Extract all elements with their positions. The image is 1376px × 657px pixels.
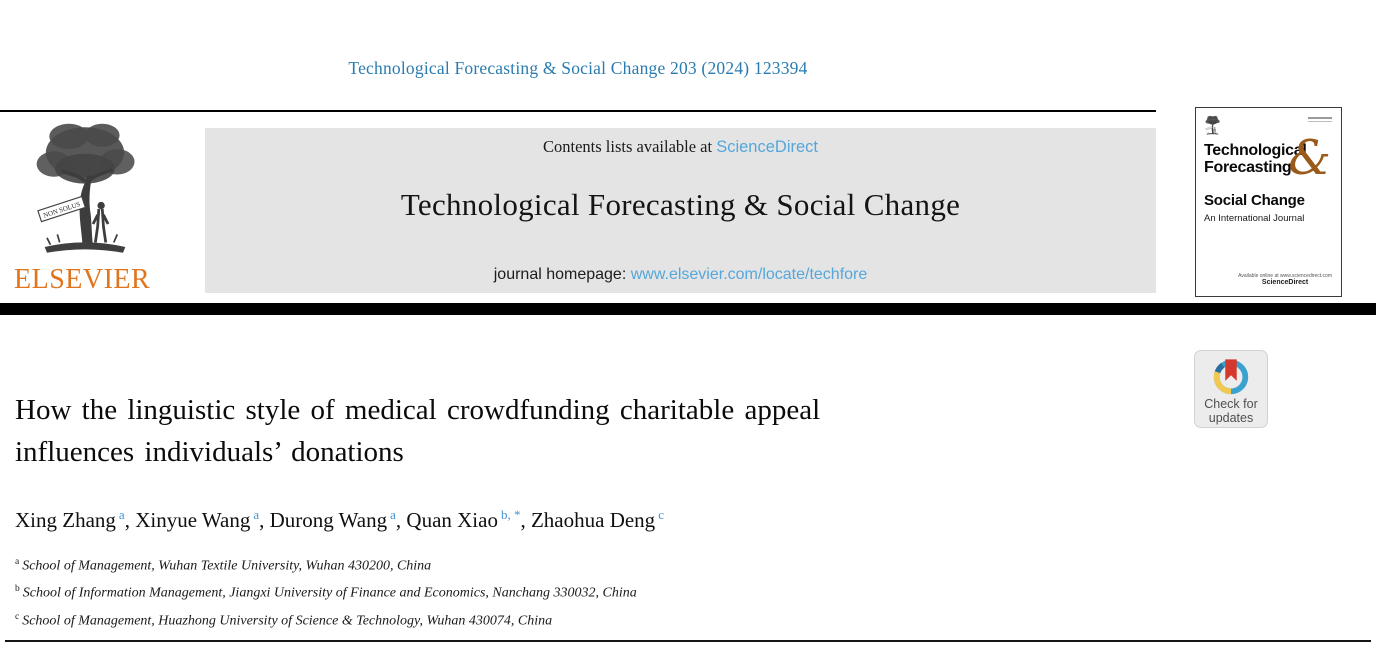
crossmark-icon [1210,356,1252,398]
elsevier-tree-icon [24,118,146,262]
author-name: Zhaohua Deng [530,508,656,532]
affiliation-sup: b [15,584,20,595]
author [15,508,135,532]
author [531,508,664,532]
contents-line [205,137,1156,157]
affiliation-row [15,551,1215,578]
cover-sciencedirect-brand: ScienceDirect [1261,279,1309,286]
article-citation-link[interactable]: Technological Forecasting & Social Change 203 (2024) 123394 [348,58,808,78]
article-title-line1: How the linguistic style of medical crowdfunding charitable appeal [15,394,821,426]
badge-text [1195,398,1267,425]
header-top-rule [0,110,1156,112]
cover-issn-marks [1308,117,1332,122]
author-affil-sup: a [253,507,260,522]
author-list [15,500,1115,535]
author [270,508,407,532]
author-separator: , [259,508,270,532]
masthead-bottom-bar [0,303,1376,315]
journal-masthead [205,128,1156,293]
cover-title-word2: Forecasting [1204,159,1292,176]
homepage-prefix: journal homepage: [493,266,631,283]
elsevier-logo [14,118,189,296]
cover-subtitle: An International Journal [1204,213,1305,224]
author [135,508,269,532]
contents-line-prefix: Contents lists available at [542,137,717,156]
cover-title-line3: Social Change [1204,192,1305,209]
cover-ampersand: & [1288,130,1331,186]
author-name: Xinyue Wang [135,508,251,532]
check-for-updates-badge[interactable] [1194,350,1268,428]
affiliation-list [15,551,1215,633]
author-affil-sup: c [658,507,664,522]
author [406,508,531,532]
sciencedirect-link[interactable]: ScienceDirect [716,138,818,156]
author-name: Quan Xiao [406,508,498,532]
author-name: Xing Zhang [15,508,116,532]
homepage-line [205,266,1156,284]
author-affil-sup: a [390,507,396,522]
author-name: Durong Wang [269,508,388,532]
journal-cover-thumbnail [1195,107,1342,297]
affiliation-sup: c [15,611,20,622]
cover-footer [1238,273,1332,286]
affiliation-row [15,606,1215,633]
homepage-url-link[interactable]: www.elsevier.com/locate/techfore [630,266,868,283]
affiliation-text: School of Management, Wuhan Textile University, Wuhan 430200, China [22,558,432,574]
elsevier-wordmark: ELSEVIER [14,264,151,295]
badge-text-line1: Check for [1204,397,1258,411]
article-title [15,389,1115,473]
author-affil-sup: a [118,507,125,522]
cover-title-word1: Technological [1204,142,1307,159]
affiliation-text: School of Information Management, Jiangxi University of Finance and Economics, Nanchang 330032, China [22,586,637,602]
author-separator: , [124,508,136,532]
section-divider-rule [5,640,1371,642]
journal-title: Technological Forecasting & Social Change [400,187,961,222]
cover-elsevier-mini-logo-icon [1204,115,1221,136]
cover-available-online-text: Available online at www.sciencedirect.com [1238,273,1332,279]
affiliation-sup: a [15,557,20,567]
affiliation-text: School of Management, Huazhong University of Science & Technology, Wuhan 430074, China [22,613,553,629]
author-separator: , [395,508,407,532]
article-title-line2: influences individuals’ donations [15,436,404,468]
badge-text-line2: updates [1208,410,1254,425]
author-separator: , [520,508,531,532]
author-affil-sup: b, * [500,507,521,522]
affiliation-row [15,578,1215,605]
